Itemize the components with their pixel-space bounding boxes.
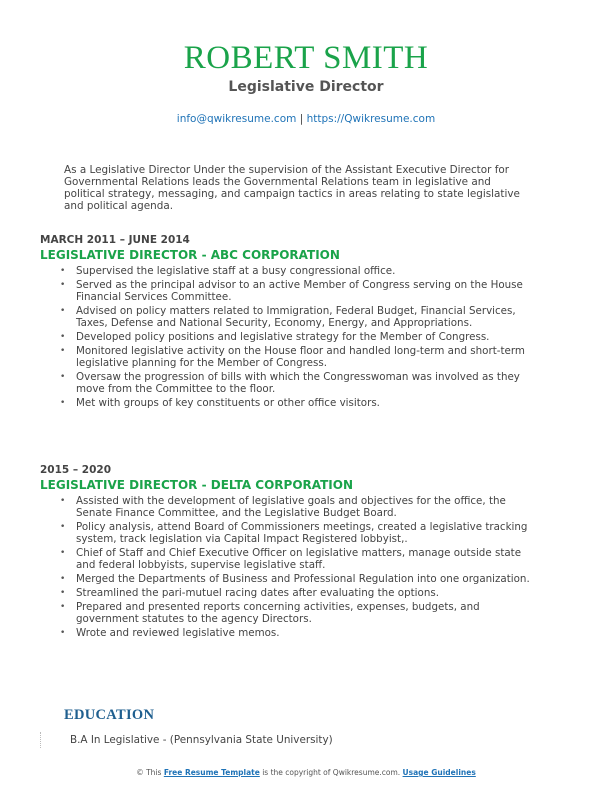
bullet-text: Policy analysis, attend Board of Commissioners meetings, created a legislative tracking system, track legislation via Capital Impact Registered lobbyist,. xyxy=(76,521,528,545)
bullet-text: Supervised the legislative staff at a busy congressional office. xyxy=(76,265,396,277)
job-entry-2 xyxy=(40,464,530,641)
job-position: LEGISLATIVE DIRECTOR - ABC CORPORATION xyxy=(40,248,340,262)
footer-prefix: © This xyxy=(136,768,164,777)
bullet-text: Assisted with the development of legislative goals and objectives for the office, the Senate Finance Committee, and the Legislative Budget Board. xyxy=(76,495,506,519)
education-heading: EDUCATION xyxy=(64,707,155,723)
job-dates: 2015 – 2020 xyxy=(40,464,112,476)
bullet-text: Oversaw the progression of bills with which the Congresswoman was involved as they move from the Committee to the floor. xyxy=(76,371,520,395)
bullet-text: Chief of Staff and Chief Executive Officer on legislative matters, manage outside state and federal lobbyists, supervise legislative staff. xyxy=(76,547,522,571)
bullet-icon: • xyxy=(60,628,66,638)
job-entry-1 xyxy=(40,234,530,411)
bullet-icon: • xyxy=(60,280,66,290)
contact-separator: | xyxy=(296,113,307,125)
list-item xyxy=(40,627,530,639)
bullet-icon: • xyxy=(60,522,66,532)
education-divider xyxy=(40,732,42,748)
bullet-icon: • xyxy=(60,306,66,316)
bullet-icon: • xyxy=(60,332,66,342)
list-item xyxy=(40,371,530,395)
list-item xyxy=(40,547,530,571)
list-item xyxy=(40,345,530,369)
bullet-text: Served as the principal advisor to an active Member of Congress serving on the House Financial Services Committee. xyxy=(76,279,523,303)
list-item xyxy=(40,397,530,409)
usage-guidelines-link[interactable]: Usage Guidelines xyxy=(402,768,476,777)
bullet-text: Prepared and presented reports concerning activities, expenses, budgets, and government statutes to the agency Directors. xyxy=(76,601,480,625)
list-item xyxy=(40,601,530,625)
education-item: B.A In Legislative - (Pennsylvania State University) xyxy=(70,734,333,746)
bullet-text: Wrote and reviewed legislative memos. xyxy=(76,627,280,639)
bullet-text: Developed policy positions and legislative strategy for the Member of Congress. xyxy=(76,331,490,343)
job-bullets xyxy=(40,265,530,409)
list-item xyxy=(40,495,530,519)
candidate-name: ROBERT SMITH xyxy=(183,40,429,76)
bullet-text: Monitored legislative activity on the House floor and handled long-term and short-term legislative planning for the Member of Congress. xyxy=(76,345,525,369)
bullet-text: Streamlined the pari-mutuel racing dates after evaluating the options. xyxy=(76,587,439,599)
list-item xyxy=(40,279,530,303)
list-item xyxy=(40,587,530,599)
list-item xyxy=(40,305,530,329)
bullet-icon: • xyxy=(60,602,66,612)
bullet-icon: • xyxy=(60,346,66,356)
list-item xyxy=(40,521,530,545)
free-resume-template-link[interactable]: Free Resume Template xyxy=(163,768,260,777)
bullet-icon: • xyxy=(60,588,66,598)
list-item xyxy=(40,265,530,277)
job-dates: MARCH 2011 – JUNE 2014 xyxy=(40,234,190,246)
footer-middle: is the copyright of Qwikresume.com. xyxy=(259,768,403,777)
bullet-text: Met with groups of key constituents or other office visitors. xyxy=(76,397,380,409)
summary-paragraph: As a Legislative Director Under the supervision of the Assistant Executive Director for Governmental Relations leads the Governmental Relations team in legislative and political strategy, messaging, and campaign tactics in areas relating to state legislative and political agenda. xyxy=(64,164,520,212)
bullet-icon: • xyxy=(60,548,66,558)
job-title-header: Legislative Director xyxy=(228,79,384,95)
footer xyxy=(0,768,612,778)
bullet-icon: • xyxy=(60,372,66,382)
job-bullets xyxy=(40,495,530,639)
bullet-icon: • xyxy=(60,266,66,276)
list-item xyxy=(40,573,530,585)
bullet-icon: • xyxy=(60,496,66,506)
list-item xyxy=(40,331,530,343)
job-position: LEGISLATIVE DIRECTOR - DELTA CORPORATION xyxy=(40,478,354,492)
bullet-icon: • xyxy=(60,398,66,408)
bullet-text: Merged the Departments of Business and Professional Regulation into one organization. xyxy=(76,573,530,585)
email-link[interactable]: info@qwikresume.com xyxy=(176,113,297,125)
bullet-icon: • xyxy=(60,574,66,584)
bullet-text: Advised on policy matters related to Immigration, Federal Budget, Financial Services, Taxes, Defense and National Security, Economy, Energy, and Appropriations. xyxy=(76,305,516,329)
website-link[interactable]: https://Qwikresume.com xyxy=(306,113,436,125)
contact-line xyxy=(0,112,612,126)
